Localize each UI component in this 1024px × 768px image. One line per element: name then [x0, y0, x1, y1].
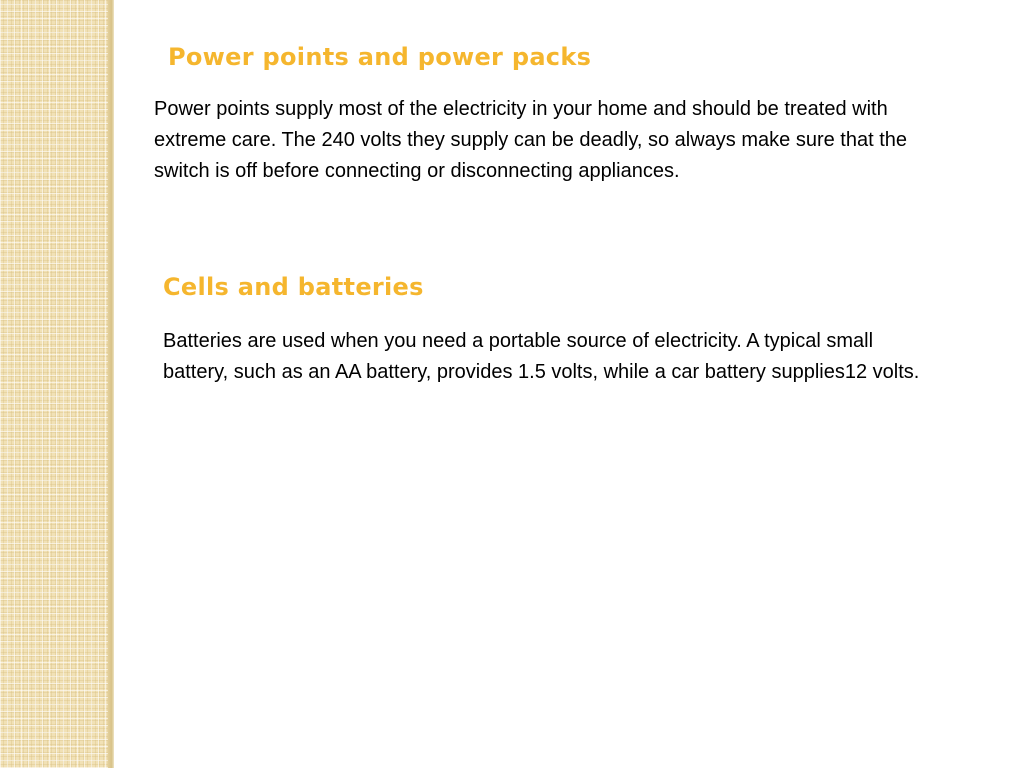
section-body-power-points: Power points supply most of the electricity in your home and should be treated with extreme care. The 240 volts they supply can be deadly, so always make sure that the switch is off before connecting or disconnecting appliances.	[154, 98, 907, 182]
decorative-side-strip	[0, 0, 108, 768]
section-body-cells-batteries: Batteries are used when you need a portable source of electricity. A typical small battery, such as an AA battery, provides 1.5 volts, while a car battery supplies12 volts.	[163, 330, 920, 383]
section-heading-cells-batteries: Cells and batteries	[163, 273, 424, 301]
side-strip-edge	[108, 0, 114, 768]
section-heading-power-points: Power points and power packs	[168, 43, 592, 71]
